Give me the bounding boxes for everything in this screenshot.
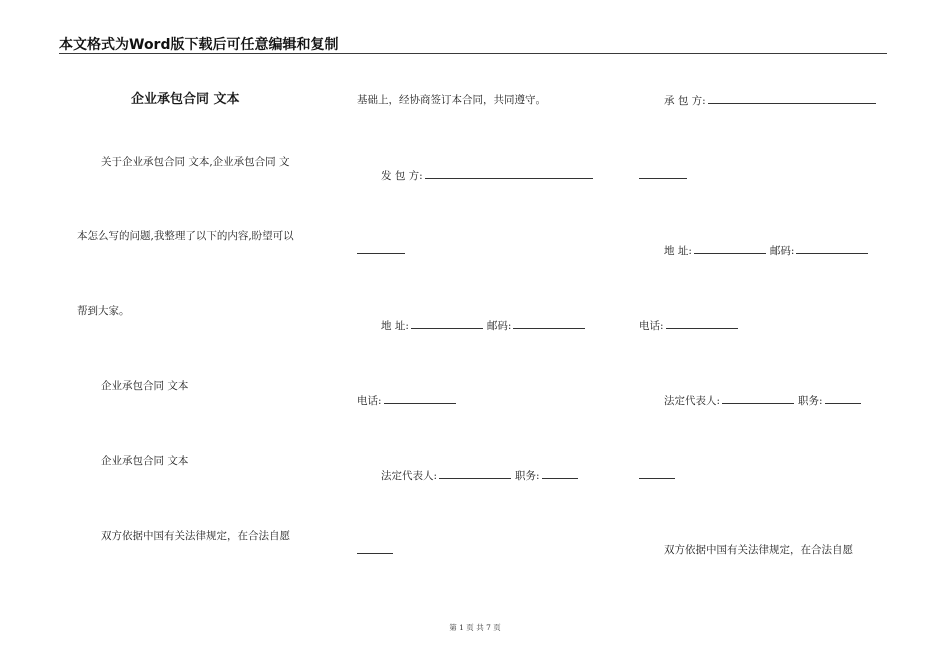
continuation-text: 基础上，经协商签订本合同，共同遵守。 — [357, 94, 546, 106]
contractor-position-label: 职务: — [798, 395, 823, 407]
contractor-blank — [708, 93, 876, 104]
contractor-address-label: 地 址: — [664, 245, 692, 257]
intro-line-1: 关于企业承包合同 文本,企业承包合同 文 — [101, 156, 290, 168]
intro-line-3: 帮到大家。 — [77, 305, 130, 317]
basis-text-col3: 双方依据中国有关法律规定，在合法自愿 — [664, 544, 853, 556]
contractor-position-continuation-blank — [639, 478, 675, 479]
issuer-phone-blank — [384, 393, 456, 404]
contractor-legal-rep-field — [664, 393, 865, 408]
issuer-address-blank — [411, 318, 483, 329]
document-title: 企业承包合同 文本 — [131, 92, 240, 107]
contractor-postcode-label: 邮码: — [769, 245, 795, 257]
contractor-address-field — [664, 243, 872, 258]
contractor-legal-rep-blank — [722, 393, 794, 404]
issuer-address-label: 地 址: — [381, 320, 409, 332]
issuer-postcode-label: 邮码: — [486, 320, 512, 332]
page-number: 第 1 页 共 7 页 — [449, 623, 501, 632]
contractor-field — [664, 93, 880, 108]
contractor-label: 承 包 方: — [664, 95, 706, 107]
issuer-position-blank — [542, 468, 578, 479]
issuer-address-field — [381, 318, 589, 333]
document-header — [59, 34, 887, 54]
contractor-address-blank — [694, 243, 766, 254]
intro-line-2: 本怎么写的问题,我整理了以下的内容,盼望可以 — [77, 230, 294, 242]
contractor-legal-rep-label: 法定代表人: — [664, 395, 721, 407]
contractor-postcode-blank — [796, 243, 868, 254]
basis-text-col1: 双方依据中国有关法律规定，在合法自愿 — [101, 530, 290, 542]
issuer-phone-label: 电话: — [357, 395, 382, 407]
contractor-position-blank — [825, 393, 861, 404]
contractor-phone-blank — [666, 318, 738, 329]
subtitle-1: 企业承包合同 文本 — [101, 380, 189, 392]
issuer-continuation-blank — [357, 253, 405, 254]
subtitle-2: 企业承包合同 文本 — [101, 455, 189, 467]
issuer-field — [381, 168, 597, 183]
issuer-legal-rep-label: 法定代表人: — [381, 470, 438, 482]
issuer-phone-field — [357, 393, 460, 408]
issuer-position-label: 职务: — [515, 470, 540, 482]
issuer-legal-rep-blank — [439, 468, 511, 479]
contractor-continuation-blank — [639, 178, 687, 179]
issuer-legal-rep-field — [381, 468, 582, 483]
issuer-blank — [425, 168, 593, 179]
contractor-phone-label: 电话: — [639, 320, 664, 332]
header-title: 本文格式为Word版下载后可任意编辑和复制 — [59, 37, 339, 53]
issuer-position-continuation-blank — [357, 553, 393, 554]
issuer-postcode-blank — [513, 318, 585, 329]
contractor-phone-field — [639, 318, 742, 333]
issuer-label: 发 包 方: — [381, 170, 423, 182]
